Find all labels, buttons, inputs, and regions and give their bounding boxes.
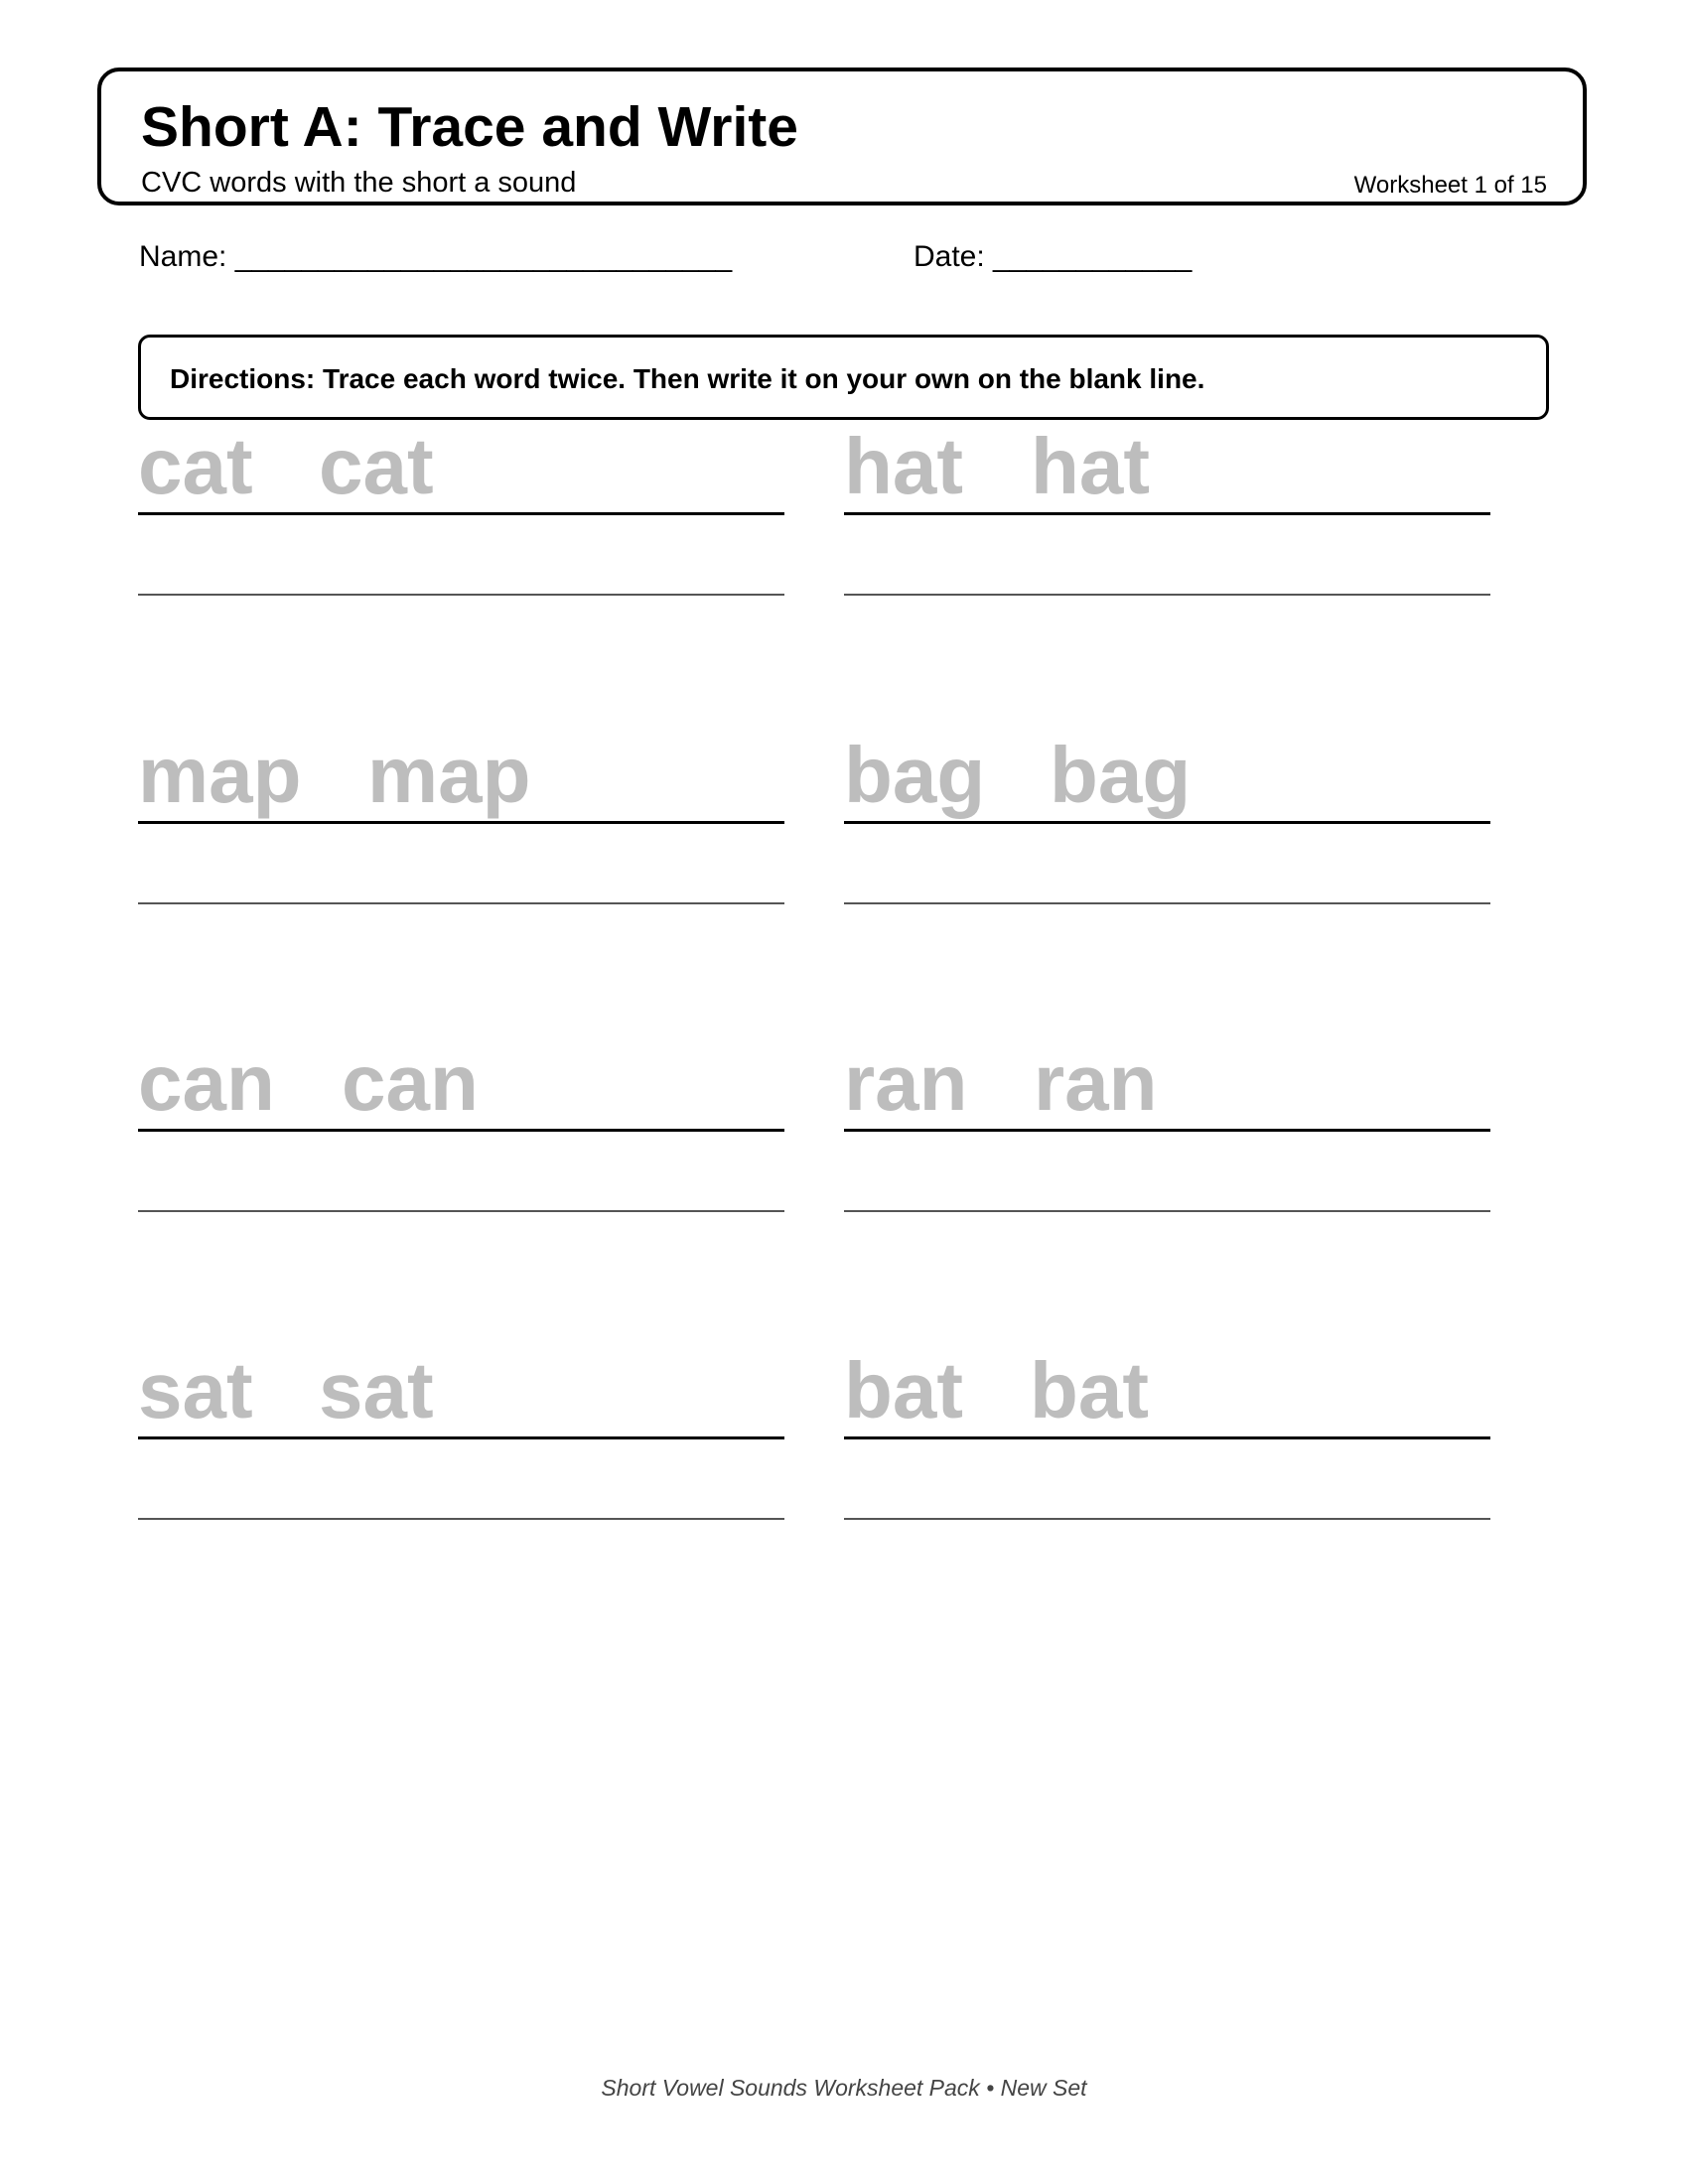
word-practice-cell [138,731,784,904]
word-practice-cell [138,1346,784,1520]
trace-word: sat [138,1346,253,1434]
trace-word: bat [844,1346,963,1434]
trace-baseline [844,512,1490,515]
write-line [138,594,784,596]
write-line [138,902,784,904]
word-practice-cell [844,1038,1490,1212]
directions-box [138,335,1549,420]
trace-word: ran [1034,1038,1158,1127]
trace-baseline [138,821,784,824]
word-practice-cell [844,1346,1490,1520]
trace-word: bag [844,731,986,819]
trace-word: ran [844,1038,968,1127]
directions-text: Directions: Trace each word twice. Then write it on your own on the blank line. [170,363,1205,394]
trace-baseline [844,1129,1490,1132]
word-practice-cell [844,422,1490,596]
trace-word: map [367,731,531,819]
page-footer: Short Vowel Sounds Worksheet Pack • New Set [601,2075,1087,2101]
write-line [844,1518,1490,1520]
trace-word: hat [1031,422,1150,510]
word-practice-cell [138,1038,784,1212]
worksheet-count: Worksheet 1 of 15 [1353,172,1547,199]
trace-baseline [844,1436,1490,1439]
page-subtitle: CVC words with the short a sound [141,167,577,199]
trace-word: hat [844,422,963,510]
write-line [138,1518,784,1520]
name-field: Name: ______________________________ [139,240,733,273]
page-title: Short A: Trace and Write [141,95,798,159]
trace-baseline [138,1129,784,1132]
trace-word: bag [1050,731,1192,819]
word-practice-cell [138,422,784,596]
write-line [844,594,1490,596]
trace-word: cat [319,422,434,510]
word-practice-cell [844,731,1490,904]
trace-baseline [844,821,1490,824]
trace-word: sat [319,1346,434,1434]
write-line [844,902,1490,904]
trace-word: cat [138,422,253,510]
date-field: Date: ____________ [914,240,1193,273]
write-line [844,1210,1490,1212]
write-line [138,1210,784,1212]
trace-word: can [342,1038,479,1127]
trace-word: map [138,731,302,819]
trace-baseline [138,1436,784,1439]
trace-word: bat [1030,1346,1149,1434]
trace-word: can [138,1038,275,1127]
trace-baseline [138,512,784,515]
worksheet-header [97,68,1587,205]
